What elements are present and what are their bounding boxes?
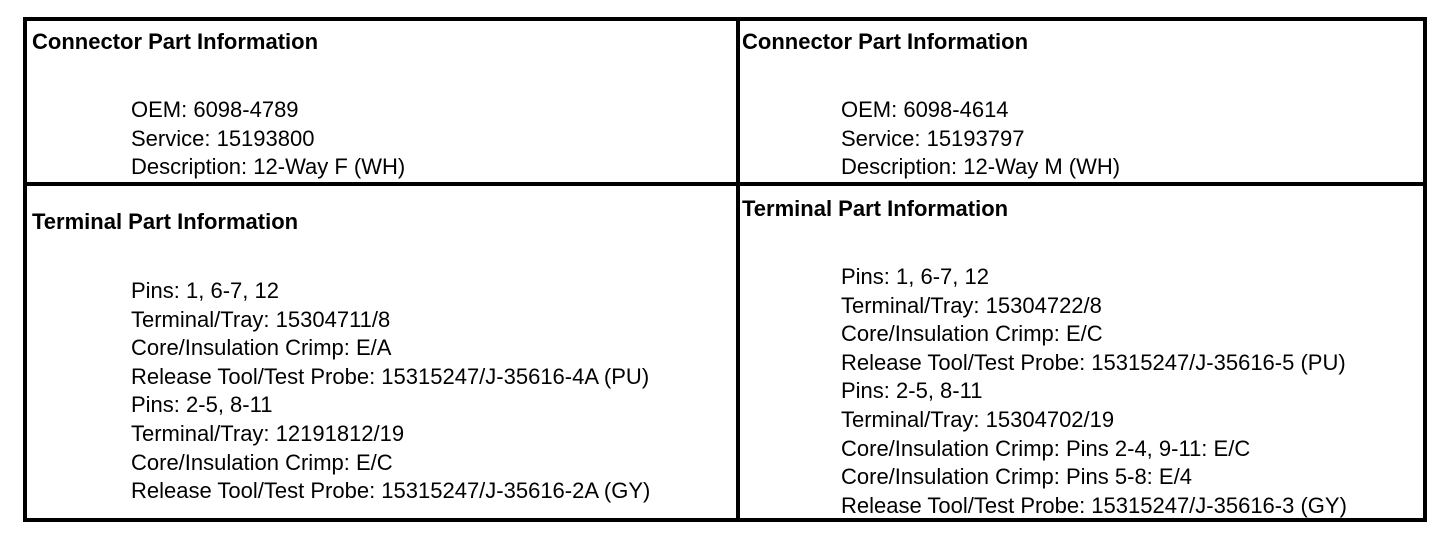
terminal-line-right: Pins: 1, 6-7, 12	[841, 264, 989, 289]
connector-service-right: Service: 15193797	[841, 125, 1025, 151]
column-divider	[736, 21, 740, 518]
connector-details-right	[841, 96, 1120, 182]
terminal-line-right: Release Tool/Test Probe: 15315247/J-35616-3 (GY)	[841, 492, 1347, 518]
terminal-line-left: Core/Insulation Crimp: E/C	[131, 449, 393, 475]
connector-service-left: Service: 15193800	[131, 125, 315, 151]
terminal-line-right: Pins: 2-5, 8-11	[841, 378, 983, 404]
terminal-line-right: Terminal/Tray: 15304722/8	[841, 292, 1102, 318]
part-info-table	[23, 17, 1427, 522]
connector-oem-right: OEM: 6098-4614	[841, 97, 1009, 122]
row-divider	[27, 182, 1423, 186]
terminal-line-left: Release Tool/Test Probe: 15315247/J-35616-4A (PU)	[131, 363, 650, 389]
connector-details-left	[131, 96, 405, 182]
terminal-line-right: Core/Insulation Crimp: Pins 2-4, 9-11: E/C	[841, 435, 1251, 461]
terminal-line-right: Release Tool/Test Probe: 15315247/J-35616-5 (PU)	[841, 349, 1346, 375]
connector-description-right: Description: 12-Way M (WH)	[841, 154, 1121, 180]
terminal-line-right: Core/Insulation Crimp: Pins 5-8: E/4	[841, 464, 1192, 490]
connector-heading-right: Connector Part Information	[742, 29, 1029, 54]
terminal-heading-right: Terminal Part Information	[742, 196, 1009, 221]
terminal-line-left: Release Tool/Test Probe: 15315247/J-35616-2A (GY)	[131, 478, 651, 504]
terminal-line-left: Terminal/Tray: 12191812/19	[131, 420, 405, 446]
connector-oem-left: OEM: 6098-4789	[131, 97, 299, 122]
terminal-details-left	[131, 277, 650, 506]
connector-description-left: Description: 12-Way F (WH)	[131, 154, 406, 180]
terminal-line-right: Terminal/Tray: 15304702/19	[841, 406, 1115, 432]
connector-heading-left: Connector Part Information	[32, 29, 319, 54]
terminal-line-left: Pins: 2-5, 8-11	[131, 392, 273, 418]
terminal-line-right: Core/Insulation Crimp: E/C	[841, 321, 1103, 347]
terminal-details-right	[841, 263, 1347, 520]
terminal-line-left: Pins: 1, 6-7, 12	[131, 278, 279, 303]
terminal-heading-left: Terminal Part Information	[32, 209, 299, 234]
terminal-line-left: Terminal/Tray: 15304711/8	[131, 306, 391, 332]
terminal-line-left: Core/Insulation Crimp: E/A	[131, 335, 392, 361]
